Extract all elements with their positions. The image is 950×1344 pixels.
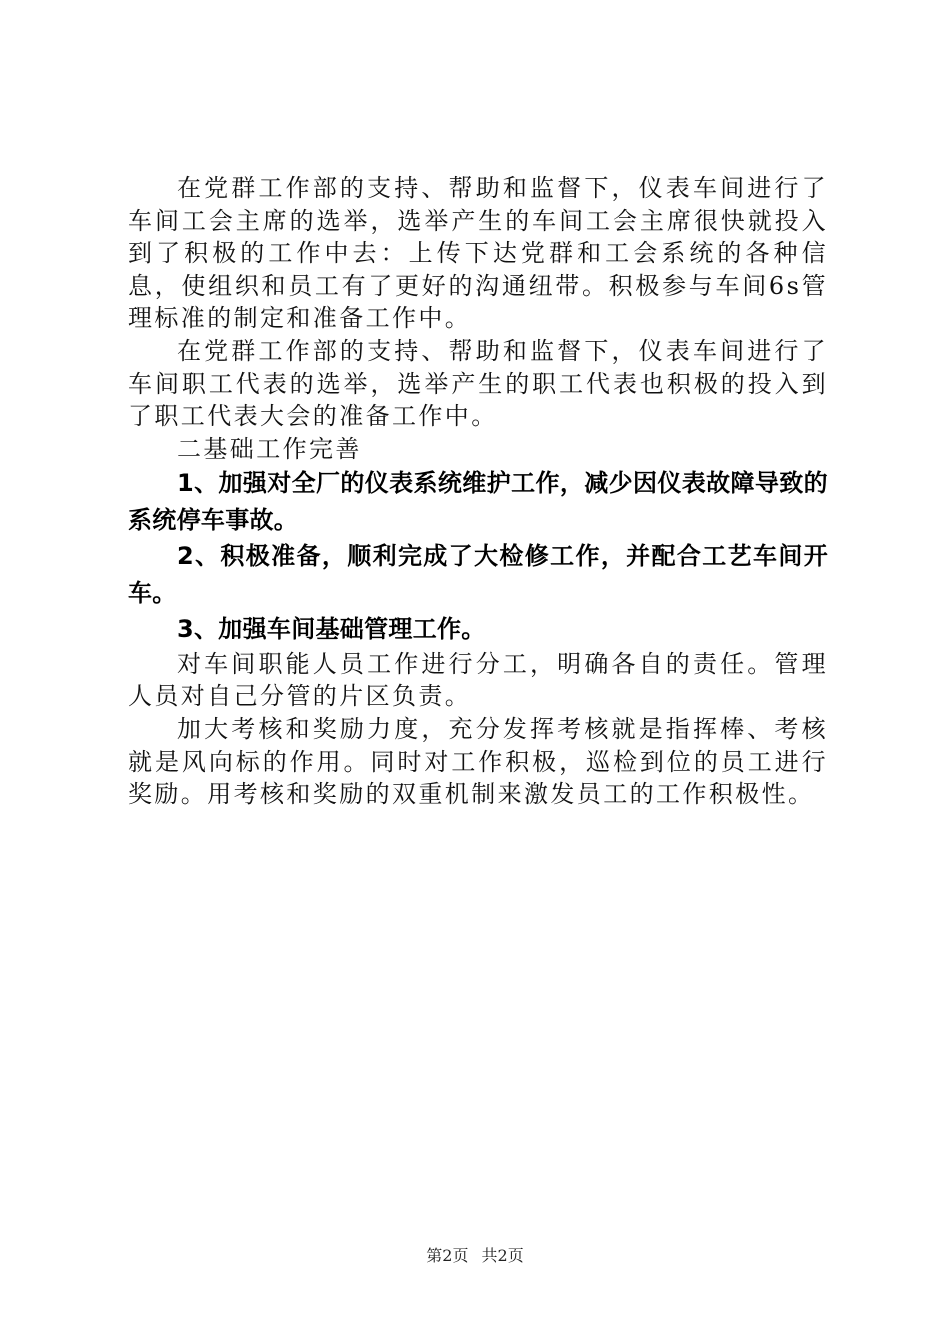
paragraph-division-of-labor: 对车间职能人员工作进行分工，明确各自的责任。管理人员对自己分管的片区负责。 xyxy=(128,649,828,711)
paragraph-union-chair-election: 在党群工作部的支持、帮助和监督下，仪表车间进行了车间工会主席的选举，选举产生的车间工会主席很快就投入到了积极的工作中去：上传下达党群和工会系统的各种信息，使组织和员工有了更好的沟通纽带。积极参与车间6s管理标准的制定和准备工作中。 xyxy=(128,174,828,333)
item-2-overhaul: 2、积极准备，顺利完成了大检修工作，并配合工艺车间开车。 xyxy=(128,542,828,607)
page-footer xyxy=(0,1243,950,1266)
section-heading-basic-work: 二基础工作完善 xyxy=(177,434,362,463)
document-body xyxy=(128,172,828,811)
item-3-management: 3、加强车间基础管理工作。 xyxy=(177,615,486,644)
page-total: 共2页 xyxy=(481,1246,524,1265)
paragraph-staff-representative-election: 在党群工作部的支持、帮助和监督下，仪表车间进行了车间职工代表的选举，选举产生的职工代表也积极的投入到了职工代表大会的准备工作中。 xyxy=(128,336,828,431)
item-1-maintenance: 1、加强对全厂的仪表系统维护工作，减少因仪表故障导致的系统停车事故。 xyxy=(128,469,828,534)
paragraph-assessment-rewards: 加大考核和奖励力度，充分发挥考核就是指挥棒、考核就是风向标的作用。同时对工作积极，巡检到位的员工进行奖励。用考核和奖励的双重机制来激发员工的工作积极性。 xyxy=(128,715,828,809)
page-number: 第2页 xyxy=(426,1246,469,1265)
